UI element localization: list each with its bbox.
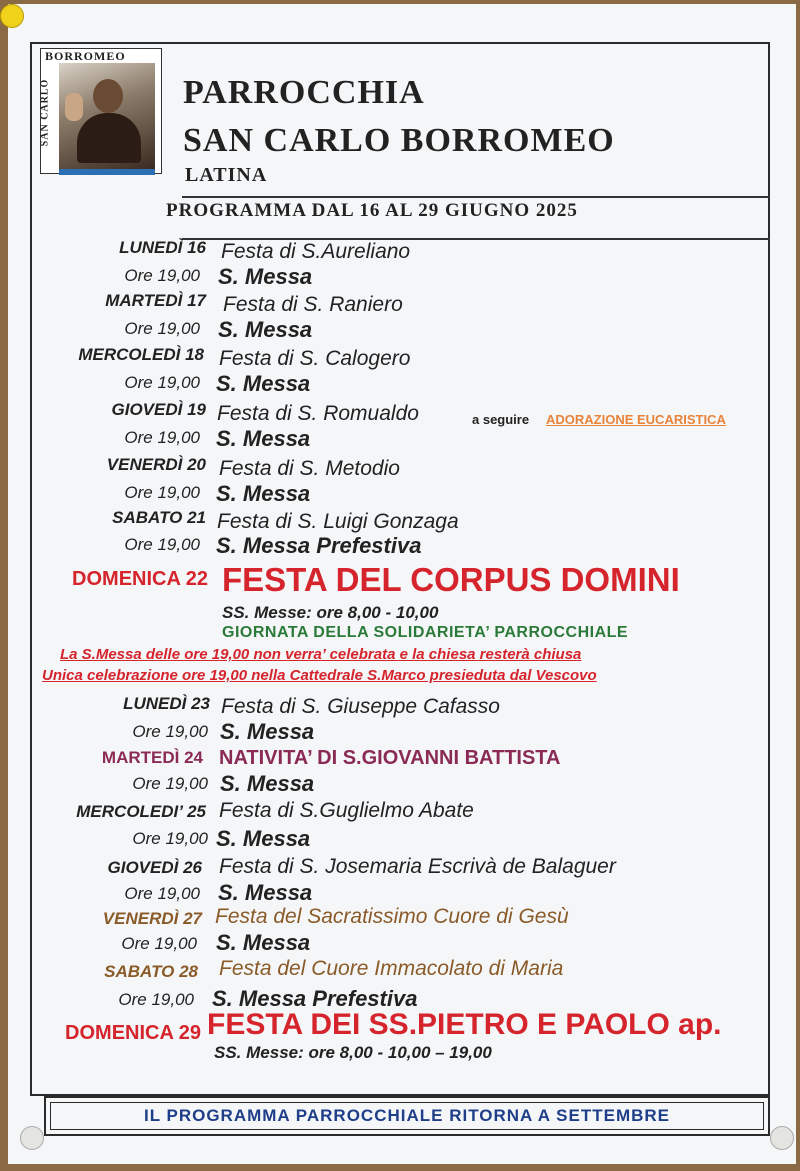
feast-label-nativita: NATIVITA’ DI S.GIOVANNI BATTISTA: [219, 747, 561, 769]
saint-portrait-image: [59, 63, 155, 175]
feast-label: Festa di S. Calogero: [219, 347, 411, 370]
adorazione-link: ADORAZIONE EUCARISTICA: [546, 412, 726, 427]
feast-label: Festa di S. Romualdo: [217, 402, 419, 425]
day-label-sunday: DOMENICA 22: [72, 568, 208, 590]
mass-time: Ore 19,00: [124, 266, 200, 285]
day-label: MERCOLEDÌ 18: [78, 345, 204, 364]
day-label: VENERDÌ 27: [102, 909, 202, 928]
mass-time: Ore 19,00: [121, 934, 197, 953]
feast-label: Festa di S. Luigi Gonzaga: [217, 510, 459, 533]
giornata-solidarieta: GIORNATA DELLA SOLIDARIETA’ PARROCCHIALE: [222, 624, 629, 641]
pushpin-white-right: [770, 1126, 794, 1150]
day-label: VENERDÌ 20: [106, 455, 206, 474]
notice-cathedral: Unica celebrazione ore 19,00 nella Cattedrale S.Marco presieduta dal Vescovo: [42, 667, 597, 684]
day-label: MERCOLEDI’ 25: [76, 802, 206, 821]
day-label: LUNEDÌ 23: [123, 694, 210, 713]
corpus-domini-title: FESTA DEL CORPUS DOMINI: [222, 561, 680, 598]
mass-label: S. Messa: [216, 826, 311, 851]
mass-label: S. Messa Prefestiva: [216, 533, 422, 558]
mass-label: S. Messa: [218, 317, 313, 342]
feast-label: Festa di S.Guglielmo Abate: [219, 799, 474, 822]
mass-time: Ore 19,00: [132, 774, 208, 793]
mass-label: S. Messa: [218, 880, 313, 905]
mass-time: Ore 19,00: [124, 884, 200, 903]
footer-text: IL PROGRAMMA PARROCCHIALE RITORNA A SETTEMBRE: [50, 1102, 764, 1130]
day-label: SABATO 21: [112, 508, 206, 527]
mass-time: Ore 19,00: [124, 428, 200, 447]
mass-time: Ore 19,00: [132, 829, 208, 848]
feast-label: Festa del Sacratissimo Cuore di Gesù: [215, 905, 569, 928]
logo-side-text: SAN CARLO: [39, 78, 51, 147]
feast-label: Festa di S.Aureliano: [221, 240, 411, 263]
day-label: GIOVEDÌ 26: [107, 858, 202, 877]
day-label: LUNEDÌ 16: [119, 238, 206, 257]
feast-label: Festa del Cuore Immacolato di Maria: [219, 957, 564, 980]
mass-label: S. Messa: [216, 481, 311, 506]
a-seguire-label: a seguire: [472, 412, 530, 427]
pietro-paolo-title: FESTA DEI SS.PIETRO E PAOLO ap.: [207, 1008, 722, 1041]
mass-label: S. Messa: [216, 930, 311, 955]
sunday-masses: SS. Messe: ore 8,00 - 10,00 – 19,00: [214, 1043, 492, 1062]
program-dates: PROGRAMMA DAL 16 AL 29 GIUGNO 2025: [166, 200, 578, 221]
pushpin-white-left: [20, 1126, 44, 1150]
footer-box: [44, 1096, 770, 1136]
day-label: SABATO 28: [104, 962, 198, 981]
mass-label: S. Messa: [220, 771, 315, 796]
logo-top-text: BORROMEO: [45, 49, 126, 63]
city-name: LATINA: [185, 164, 268, 186]
notice-closed-church: La S.Messa delle ore 19,00 non verra’ celebrata e la chiesa resterà chiusa: [60, 646, 582, 663]
feast-label: Festa di S. Raniero: [223, 293, 403, 316]
feast-label: Festa di S. Giuseppe Cafasso: [221, 695, 500, 718]
parish-logo: [40, 48, 162, 174]
mass-time: Ore 19,00: [118, 990, 194, 1009]
mass-label: S. Messa: [218, 264, 313, 289]
day-label-sunday: DOMENICA 29: [65, 1022, 201, 1044]
header-rule-top: [182, 196, 770, 198]
day-label: MARTEDÌ 17: [105, 291, 206, 310]
mass-label: S. Messa: [216, 371, 311, 396]
day-label: MARTEDÌ 24: [101, 748, 203, 767]
pushpin-yellow: [0, 4, 24, 28]
mass-time: Ore 19,00: [132, 722, 208, 741]
feast-label: Festa di S. Metodio: [219, 457, 400, 480]
title-parrocchia: PARROCCHIA: [183, 74, 425, 111]
mass-time: Ore 19,00: [124, 535, 200, 554]
mass-label: S. Messa Prefestiva: [212, 986, 418, 1011]
mass-label: S. Messa: [220, 719, 315, 744]
sunday-masses: SS. Messe: ore 8,00 - 10,00: [222, 603, 439, 622]
mass-label: S. Messa: [216, 426, 311, 451]
title-parish-name: SAN CARLO BORROMEO: [183, 122, 615, 159]
day-label: GIOVEDÌ 19: [111, 400, 206, 419]
mass-time: Ore 19,00: [124, 483, 200, 502]
mass-time: Ore 19,00: [124, 319, 200, 338]
mass-time: Ore 19,00: [124, 373, 200, 392]
feast-label: Festa di S. Josemaria Escrivà de Balaguer: [219, 855, 616, 878]
